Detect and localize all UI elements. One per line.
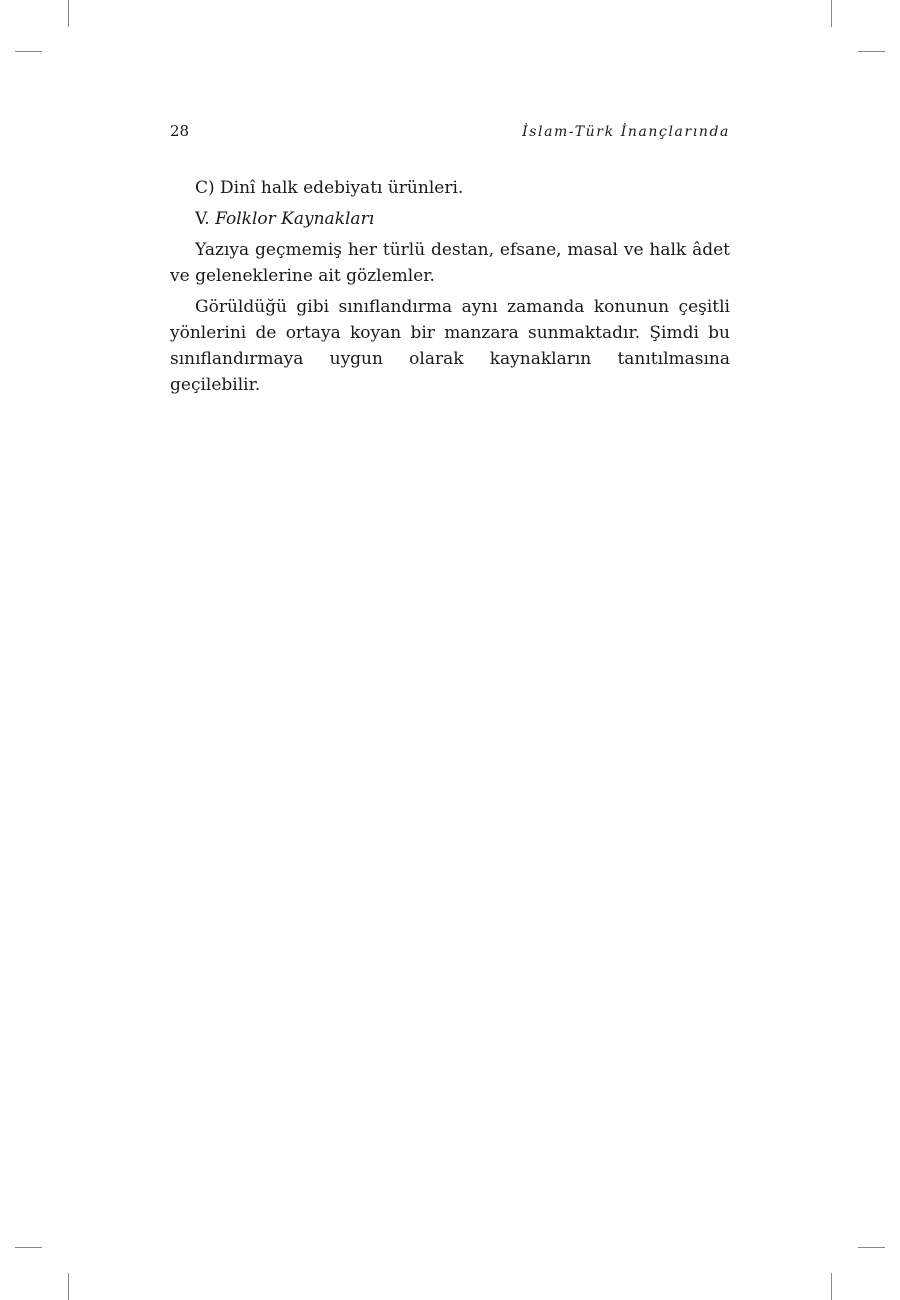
section-number: V. (195, 209, 210, 229)
crop-mark-right-top (858, 51, 885, 52)
section-title: Folklor Kaynakları (215, 209, 375, 229)
paragraph: Yazıya geçmemiş her türlü destan, efsane, masal ve halk âdet ve geleneklerine ait gözlemler. (170, 240, 730, 286)
section-heading-v (170, 206, 730, 232)
crop-mark-left-bottom (15, 1247, 42, 1248)
crop-mark-bottom-left (68, 1273, 69, 1300)
crop-mark-top-left (68, 0, 69, 27)
list-item-c: C) Dinî halk edebiyatı ürünleri. (195, 178, 464, 198)
body-text (170, 175, 730, 403)
crop-mark-left-top (15, 51, 42, 52)
crop-mark-right-bottom (858, 1247, 885, 1248)
crop-mark-top-right (831, 0, 832, 27)
running-title: İslam-Türk İnançlarında (522, 124, 730, 140)
paragraph: Görüldüğü gibi sınıflandırma aynı zamanda konunun çeşitli yönlerini de ortaya koyan bir manzara sunmaktadır. Şimdi bu sınıflandırmaya uygun olarak kaynakların tanıtılmasına geçilebilir. (170, 297, 730, 395)
crop-mark-bottom-right (831, 1273, 832, 1300)
page-number: 28 (170, 122, 190, 140)
running-head (170, 122, 730, 144)
